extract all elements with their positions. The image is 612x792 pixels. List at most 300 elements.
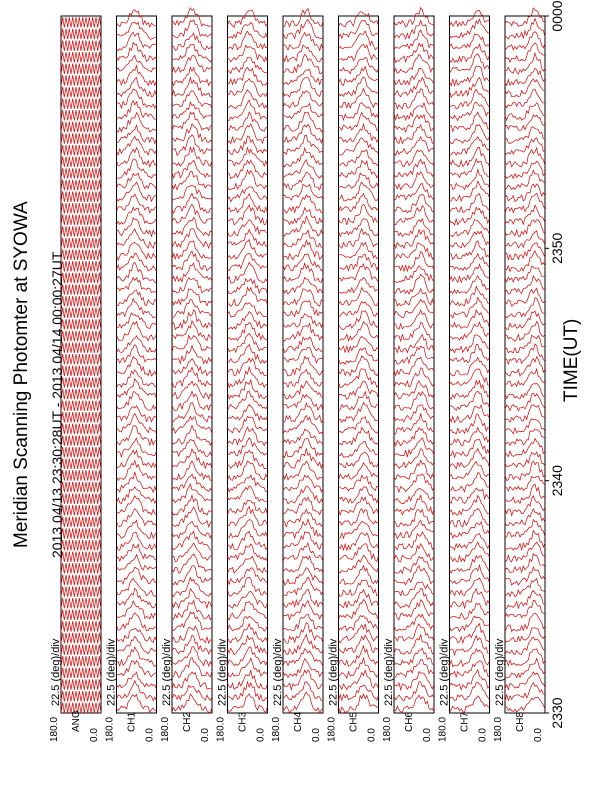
scan-line	[117, 496, 157, 515]
scan-line	[450, 54, 490, 73]
scan-line	[61, 552, 101, 563]
scan-line	[61, 354, 101, 365]
scan-line	[61, 505, 101, 515]
scan-line	[339, 264, 379, 282]
scan-line	[61, 122, 101, 133]
scan-line	[228, 333, 268, 352]
scan-line	[117, 322, 157, 341]
panel-name: CH4	[293, 711, 304, 732]
scan-line	[505, 53, 545, 74]
scan-line	[117, 66, 157, 86]
panel-frame	[228, 16, 268, 713]
scan-line	[283, 9, 323, 27]
scan-line	[283, 429, 323, 444]
y-tick-top: 180.0	[160, 716, 171, 742]
scan-line	[228, 67, 268, 85]
y-tick-top: 180.0	[493, 716, 504, 742]
scan-line	[172, 495, 212, 515]
scan-line	[283, 577, 323, 596]
scan-line	[228, 194, 268, 214]
scan-line	[117, 487, 157, 504]
scan-line	[339, 58, 379, 74]
scan-line	[61, 621, 101, 632]
scan-line	[228, 602, 268, 620]
y-tick-bottom: 0.0	[311, 728, 322, 742]
scan-line	[283, 69, 323, 84]
scan-line	[117, 336, 157, 353]
scan-line	[61, 226, 101, 236]
scan-line	[339, 566, 379, 585]
scan-line	[283, 543, 323, 562]
scan-line	[450, 542, 490, 562]
scan-line	[450, 509, 490, 527]
panel-frame	[505, 16, 545, 713]
scan-line	[339, 356, 379, 376]
scan-line	[505, 531, 545, 551]
scan-line	[117, 555, 157, 571]
scan-line	[61, 99, 101, 109]
panel-ch4	[271, 9, 323, 742]
scan-line	[61, 17, 101, 27]
scan-line	[61, 191, 101, 202]
scan-line	[172, 685, 212, 700]
scan-line	[339, 278, 379, 294]
scan-line	[505, 243, 545, 260]
scan-line	[394, 299, 434, 317]
scan-line	[61, 308, 101, 318]
scan-line	[61, 586, 101, 596]
scan-line	[450, 603, 490, 619]
scan-line	[505, 231, 545, 248]
scan-line	[450, 391, 490, 410]
scan-line	[117, 694, 157, 712]
scan-line	[505, 484, 545, 503]
scan-line	[450, 335, 490, 353]
panel-ch6	[382, 8, 434, 743]
scan-line	[228, 345, 268, 364]
scan-line	[61, 540, 101, 551]
scan-line	[61, 366, 101, 376]
scan-line	[61, 389, 101, 399]
scan-line	[505, 429, 545, 445]
scan-line	[228, 136, 268, 155]
scan-line	[61, 679, 101, 690]
panel-name: CH5	[348, 711, 360, 732]
scan-line	[61, 273, 101, 284]
y-tick-bottom: 0.0	[366, 728, 378, 742]
y-tick-top: 180.0	[215, 716, 227, 742]
scan-line	[450, 473, 490, 492]
scan-line	[117, 681, 157, 701]
scan-line	[117, 567, 157, 584]
scan-line	[339, 417, 379, 434]
panel-ch2	[160, 8, 212, 742]
scan-line	[228, 170, 268, 190]
scan-line	[228, 45, 268, 62]
scan-line	[283, 448, 323, 469]
scan-line	[172, 391, 212, 411]
scan-line	[283, 172, 323, 190]
scan-line	[394, 634, 434, 654]
scan-line	[394, 556, 434, 573]
scan-line	[117, 113, 157, 132]
scan-line	[172, 217, 212, 236]
scan-line	[394, 159, 434, 177]
scan-line	[61, 29, 101, 39]
scan-line	[339, 288, 379, 306]
y-tick-bottom: 0.0	[200, 728, 211, 742]
scan-line	[339, 599, 379, 619]
scan-line	[450, 147, 490, 166]
scan-line	[61, 52, 101, 63]
scan-line	[394, 54, 434, 73]
scan-line	[61, 377, 101, 387]
scan-line	[505, 79, 545, 97]
scan-line	[394, 115, 434, 132]
scan-line	[117, 55, 157, 71]
panel-ch8	[493, 8, 545, 742]
scan-line	[117, 263, 157, 283]
scan-line	[505, 659, 545, 679]
scan-line	[339, 521, 379, 538]
scan-line	[450, 495, 490, 515]
scan-line	[283, 301, 323, 317]
scan-traces	[505, 8, 545, 712]
scan-line	[172, 241, 212, 259]
scan-line	[61, 645, 101, 655]
scan-line	[61, 563, 101, 574]
scan-line	[505, 89, 545, 108]
scan-line	[228, 506, 268, 525]
scan-line	[228, 556, 268, 573]
scan-line	[61, 157, 101, 167]
scan-line	[450, 462, 490, 480]
scan-line	[339, 369, 379, 388]
scan-line	[228, 57, 268, 73]
scan-line	[61, 215, 101, 226]
scan-line	[505, 369, 545, 386]
scan-line	[450, 414, 490, 434]
scan-line	[339, 302, 379, 317]
scan-line	[228, 682, 268, 701]
scan-line	[339, 173, 379, 188]
scan-line	[283, 216, 323, 236]
scan-line	[61, 168, 101, 178]
scan-line	[61, 412, 101, 423]
scan-line	[61, 87, 101, 97]
scan-line	[450, 159, 490, 178]
scan-line	[450, 565, 490, 584]
scan-line	[61, 493, 101, 504]
scan-line	[61, 517, 101, 527]
scan-line	[394, 660, 434, 678]
scan-line	[61, 250, 101, 260]
scan-line	[228, 670, 268, 689]
scan-line	[61, 261, 101, 272]
scan-line	[283, 135, 323, 154]
scan-line	[228, 112, 268, 131]
y-tick-top: 180.0	[104, 716, 116, 742]
y-tick-bottom: 0.0	[255, 728, 267, 742]
scan-traces	[228, 11, 268, 713]
scan-line	[283, 91, 323, 108]
y-tick-bottom: 0.0	[477, 728, 489, 742]
scan-line	[505, 476, 545, 491]
scan-line	[172, 124, 212, 143]
scan-line	[339, 487, 379, 503]
scan-line	[61, 331, 101, 342]
scan-line	[394, 251, 434, 271]
scan-line	[450, 78, 490, 98]
scan-line	[450, 125, 490, 144]
scan-line	[394, 219, 434, 237]
scan-line	[450, 661, 490, 677]
scan-line	[61, 435, 101, 445]
scan-line	[61, 145, 101, 156]
scan-traces	[172, 8, 212, 713]
scan-line	[283, 104, 323, 119]
scan-line	[228, 616, 268, 631]
scale-label: 22.5 (deg)/div	[216, 638, 229, 706]
y-tick-top: 180.0	[382, 716, 393, 742]
scan-line	[61, 180, 101, 191]
scan-line	[117, 299, 157, 318]
scan-line	[339, 475, 379, 491]
scan-line	[283, 33, 323, 51]
scale-label: 22.5 (deg)/div	[161, 638, 173, 706]
scan-line	[394, 509, 434, 526]
scale-label: 22.5 (deg)/div	[383, 638, 395, 706]
scan-line	[172, 193, 212, 213]
scan-line	[117, 509, 157, 527]
scan-line	[172, 112, 212, 131]
y-tick-top: 180.0	[49, 716, 60, 742]
scan-line	[61, 110, 101, 120]
scan-line	[505, 439, 545, 457]
scan-line	[61, 691, 101, 702]
scan-line	[172, 321, 212, 341]
scan-line	[172, 484, 212, 503]
scan-line	[450, 522, 490, 538]
scan-line	[339, 463, 379, 480]
chart-title: Meridian Scanning Photomter at SYOWA	[11, 201, 32, 548]
scan-line	[394, 566, 434, 585]
scan-line	[394, 672, 434, 690]
scan-line	[283, 240, 323, 260]
scan-line	[117, 42, 157, 61]
scan-line	[394, 682, 434, 701]
scan-line	[61, 528, 101, 539]
scan-line	[117, 357, 157, 377]
scan-line	[228, 287, 268, 306]
scan-line	[339, 194, 379, 214]
scan-line	[228, 380, 268, 399]
scan-line	[450, 102, 490, 120]
panel-frame	[450, 16, 490, 713]
panel-ch5	[327, 12, 379, 742]
scan-line	[394, 206, 434, 225]
scan-line	[61, 668, 101, 678]
scan-line	[505, 251, 545, 272]
scan-line	[283, 623, 323, 644]
scan-line	[450, 231, 490, 248]
scan-line	[61, 342, 101, 353]
scan-line	[172, 171, 212, 190]
scale-label: 22.5 (deg)/div	[438, 638, 451, 706]
y-tick-top: 180.0	[326, 716, 338, 742]
scan-line	[450, 310, 490, 328]
scan-traces	[450, 10, 490, 712]
scan-line	[117, 613, 157, 631]
scan-line	[394, 600, 434, 620]
scan-line	[172, 600, 212, 619]
scan-line	[117, 78, 157, 97]
scan-line	[61, 319, 101, 329]
scan-line	[117, 89, 157, 108]
panel-frame	[283, 16, 323, 713]
scan-line	[228, 501, 268, 516]
scan-line	[450, 696, 490, 713]
scan-line	[505, 542, 545, 562]
scan-line	[394, 648, 434, 665]
scan-line	[394, 78, 434, 97]
scan-line	[61, 40, 101, 51]
scan-line	[450, 405, 490, 422]
panel-name: CH2	[182, 711, 193, 732]
panel-frame	[172, 16, 212, 713]
scan-line	[394, 495, 434, 514]
scan-line	[339, 590, 379, 608]
scan-line	[450, 449, 490, 469]
scale-label: 22.5 (deg)/div	[50, 638, 62, 706]
scan-line	[339, 403, 379, 423]
scan-line	[505, 193, 545, 213]
x-tick-label: 0000	[549, 0, 565, 32]
scan-line	[228, 591, 268, 608]
scan-line	[228, 124, 268, 144]
y-tick-bottom: 0.0	[89, 728, 100, 742]
scan-line	[172, 251, 212, 271]
panel-name: CH8	[515, 711, 526, 732]
scan-line	[394, 582, 434, 596]
scan-line	[61, 656, 101, 666]
panel-name: ANG	[71, 710, 82, 732]
scan-line	[117, 313, 157, 329]
scan-line	[505, 32, 545, 50]
scan-line	[228, 636, 268, 655]
scan-line	[450, 682, 490, 700]
scan-line	[283, 532, 323, 550]
scan-line	[172, 335, 212, 352]
scan-line	[172, 647, 212, 666]
scan-line	[505, 8, 545, 26]
y-tick-bottom: 0.0	[533, 728, 544, 742]
chart-subtitle: 2013 04/13 23:30:28UT - 2013 04/14 00:00:27UT	[49, 251, 65, 558]
scan-line	[283, 568, 323, 585]
scan-line	[339, 31, 379, 50]
scan-line	[172, 589, 212, 609]
scan-line	[61, 284, 101, 295]
scan-line	[228, 323, 268, 341]
scan-line	[117, 207, 157, 225]
scan-traces	[117, 10, 157, 712]
scan-line	[394, 230, 434, 249]
panel-name: CH1	[126, 711, 138, 732]
scan-line	[450, 624, 490, 643]
scan-line	[339, 182, 379, 201]
scan-line	[172, 578, 212, 597]
scan-line	[61, 598, 101, 609]
scan-line	[283, 519, 323, 538]
scan-line	[394, 243, 434, 259]
scan-line	[394, 335, 434, 353]
scan-traces	[283, 9, 323, 713]
scan-line	[394, 103, 434, 120]
scan-line	[117, 253, 157, 271]
scale-label: 22.5 (deg)/div	[272, 638, 284, 706]
scan-line	[505, 138, 545, 155]
scan-line	[228, 240, 268, 260]
scan-line	[228, 11, 268, 28]
scan-line	[172, 636, 212, 654]
scan-line	[505, 697, 545, 712]
scan-line	[339, 452, 379, 468]
scan-line	[394, 488, 434, 503]
scan-line	[450, 428, 490, 446]
scan-line	[61, 238, 101, 248]
panel-frame	[117, 16, 157, 713]
scan-line	[228, 658, 268, 677]
x-tick-label: 2340	[549, 465, 565, 497]
scan-line	[450, 589, 490, 608]
scan-line	[117, 345, 157, 364]
scan-line	[339, 646, 379, 666]
scan-line	[61, 470, 101, 481]
scan-traces	[394, 8, 434, 713]
scan-line	[394, 310, 434, 329]
scan-line	[61, 203, 101, 214]
x-tick-label: 2330	[549, 697, 565, 729]
scan-line	[394, 624, 434, 642]
scan-line	[394, 392, 434, 411]
scan-line	[228, 416, 268, 433]
scan-line	[228, 31, 268, 49]
scan-line	[505, 520, 545, 538]
y-tick-bottom: 0.0	[144, 728, 156, 742]
y-tick-top: 180.0	[437, 716, 449, 742]
scan-line	[339, 161, 379, 178]
scan-traces	[61, 17, 101, 713]
scale-label: 22.5 (deg)/div	[105, 638, 118, 706]
scan-line	[283, 692, 323, 712]
scan-line	[450, 369, 490, 386]
scan-line	[61, 296, 101, 306]
scan-line	[505, 419, 545, 434]
scan-line	[450, 170, 490, 190]
scan-line	[172, 8, 212, 26]
scan-line	[394, 184, 434, 201]
scan-line	[61, 633, 101, 644]
x-tick-label: 2350	[549, 232, 565, 264]
scan-line	[394, 544, 434, 562]
scan-line	[394, 357, 434, 375]
scan-line	[394, 8, 434, 28]
y-tick-top: 180.0	[271, 716, 282, 742]
scan-line	[283, 635, 323, 655]
scan-line	[61, 424, 101, 435]
scan-line	[117, 578, 157, 596]
scan-line	[117, 379, 157, 400]
